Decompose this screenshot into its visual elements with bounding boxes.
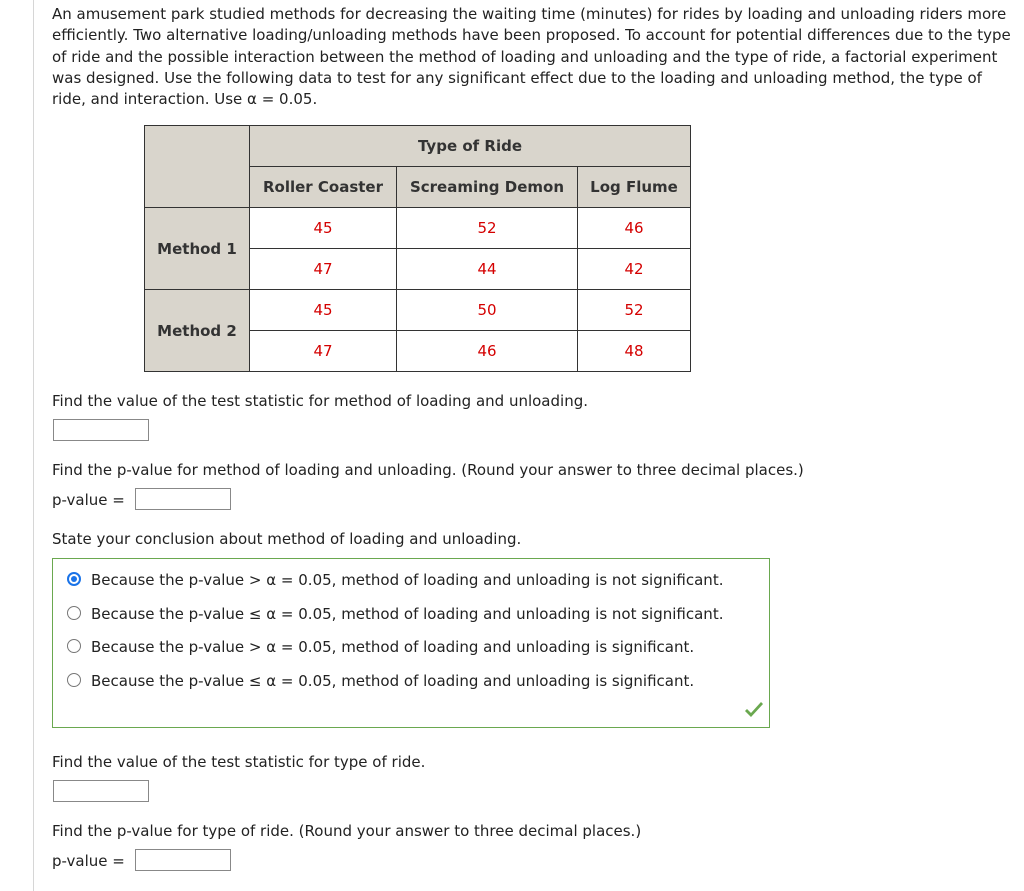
table-cell: 42 xyxy=(578,249,691,290)
option-label: Because the p-value > α = 0.05, method of loading and unloading is not significant. xyxy=(91,571,724,589)
question-conclusion: State your conclusion about method of loading and unloading. xyxy=(52,530,522,548)
table-cell: 44 xyxy=(397,249,578,290)
table-cell: 52 xyxy=(578,290,691,331)
question-test-statistic-ride: Find the value of the test statistic for type of ride. xyxy=(52,753,426,771)
test-statistic-ride-input[interactable] xyxy=(53,780,149,802)
pvalue-method-input[interactable] xyxy=(135,488,231,510)
question-pvalue-method: Find the p-value for method of loading and unloading. (Round your answer to three decimal places.) xyxy=(52,461,804,479)
column-header: Roller Coaster xyxy=(250,167,397,208)
pvalue-label: p-value = xyxy=(52,491,125,509)
table-cell: 52 xyxy=(397,208,578,249)
data-table xyxy=(144,125,691,372)
option-label: Because the p-value ≤ α = 0.05, method of loading and unloading is significant. xyxy=(91,672,695,690)
pvalue-ride-input[interactable] xyxy=(135,849,231,871)
corner-cell xyxy=(145,126,250,208)
table-cell: 48 xyxy=(578,331,691,372)
question-test-statistic-method: Find the value of the test statistic for method of loading and unloading. xyxy=(52,392,588,410)
table-cell: 47 xyxy=(250,249,397,290)
test-statistic-method-input[interactable] xyxy=(53,419,149,441)
left-divider xyxy=(33,0,34,891)
column-header: Screaming Demon xyxy=(397,167,578,208)
radio-icon[interactable] xyxy=(67,673,81,687)
radio-selected-icon[interactable] xyxy=(67,572,81,586)
table-cell: 50 xyxy=(397,290,578,331)
radio-icon[interactable] xyxy=(67,606,81,620)
conclusion-options xyxy=(52,558,770,728)
option-label: Because the p-value > α = 0.05, method of loading and unloading is significant. xyxy=(91,638,695,656)
radio-icon[interactable] xyxy=(67,639,81,653)
table-cell: 45 xyxy=(250,290,397,331)
question-pvalue-ride: Find the p-value for type of ride. (Round your answer to three decimal places.) xyxy=(52,822,642,840)
column-header: Log Flume xyxy=(578,167,691,208)
factor-header: Type of Ride xyxy=(250,126,691,167)
table-cell: 46 xyxy=(578,208,691,249)
option-label: Because the p-value ≤ α = 0.05, method of loading and unloading is not significant. xyxy=(91,605,724,623)
table-cell: 47 xyxy=(250,331,397,372)
row-header-method-1: Method 1 xyxy=(145,208,250,290)
row-header-method-2: Method 2 xyxy=(145,290,250,372)
table-cell: 45 xyxy=(250,208,397,249)
table-cell: 46 xyxy=(397,331,578,372)
pvalue-label-2: p-value = xyxy=(52,852,125,870)
correct-check-icon xyxy=(742,698,766,722)
problem-statement: An amusement park studied methods for decreasing the waiting time (minutes) for rides by loading and unloading riders more efficiently. Two alternative loading/unloading methods have been proposed. To account for potential differences due to the type of ride and the possible interaction between the method of loading and unloading and the type of ride, a factorial experiment was designed. Use the following data to test for any significant effect due to the loading and unloading method, the type of ride, and interaction. Use α = 0.05. xyxy=(52,5,1011,109)
